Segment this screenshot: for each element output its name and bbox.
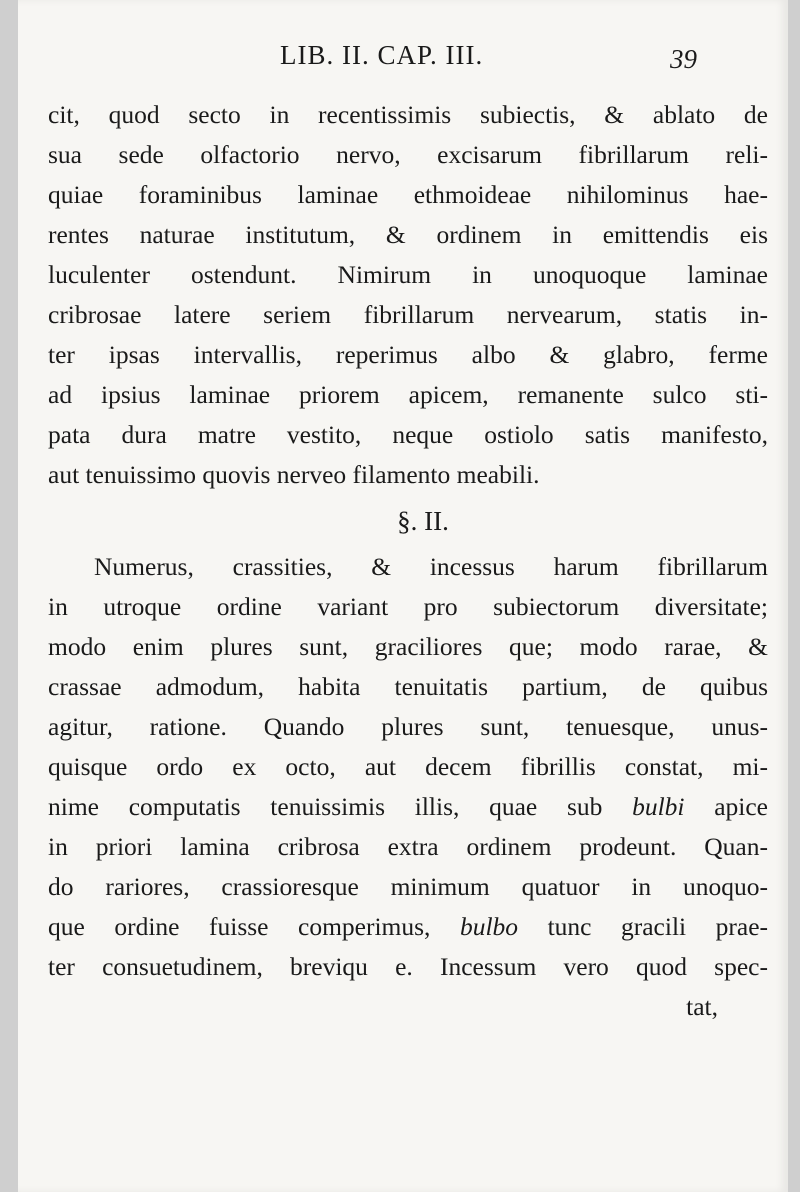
- text-line: quiae foraminibus laminae ethmoideae nihilominus hae-: [48, 180, 768, 209]
- text-line: in utroque ordine variant pro subiectorum diversitate;: [48, 592, 768, 621]
- text-line: [48, 787, 768, 827]
- book-page: [18, 0, 788, 1192]
- text-run: que ordine fuisse comperimus,: [48, 912, 460, 941]
- text-line: quisque ordo ex octo, aut decem fibrillis constat, mi-: [48, 752, 768, 781]
- italic-word: bulbo: [459, 912, 519, 941]
- text-line: cit, quod secto in recentissimis subiectis, & ablato de: [48, 100, 768, 129]
- text-run: nime computatis tenuissimis illis, quae sub: [48, 792, 633, 821]
- running-head: LIB. II. CAP. III.: [280, 40, 484, 70]
- italic-word: bulbi: [632, 792, 685, 821]
- page-header: [18, 40, 788, 80]
- text-line: luculenter ostendunt. Nimirum in unoquoque laminae: [48, 260, 768, 289]
- text-line: do rariores, crassioresque minimum quatuor in unoquo-: [48, 872, 768, 901]
- body-text: [48, 95, 768, 1027]
- text-line: modo enim plures sunt, graciliores que; modo rarae, &: [48, 632, 768, 661]
- text-line: rentes naturae institutum, & ordinem in emittendis eis: [48, 220, 768, 249]
- text-line: in priori lamina cribrosa extra ordinem prodeunt. Quan-: [48, 832, 768, 861]
- text-line: sua sede olfactorio nervo, excisarum fibrillarum reli-: [48, 140, 768, 169]
- text-line: ter ipsas intervallis, reperimus albo & glabro, ferme: [48, 340, 768, 369]
- text-line: pata dura matre vestito, neque ostiolo satis manifesto,: [48, 420, 768, 449]
- text-line: agitur, ratione. Quando plures sunt, tenuesque, unus-: [48, 712, 768, 741]
- text-line: crassae admodum, habita tenuitatis partium, de quibus: [48, 672, 768, 701]
- text-line: aut tenuissimo quovis nerveo filamento meabili.: [48, 460, 540, 489]
- text-line: Numerus, crassities, & incessus harum fibrillarum: [94, 552, 768, 581]
- text-line: ad ipsius laminae priorem apicem, remanente sulco sti-: [48, 380, 768, 409]
- text-line: cribrosae latere seriem fibrillarum nervearum, statis in-: [48, 300, 768, 329]
- text-run: apice: [684, 792, 768, 821]
- page-number: 39: [670, 44, 697, 74]
- section-heading: §. II.: [397, 506, 449, 536]
- catchword: tat,: [686, 992, 718, 1021]
- text-run: tunc gracili prae-: [518, 912, 768, 941]
- text-line: [48, 907, 768, 947]
- text-line: ter consuetudinem, breviqu e. Incessum vero quod spec-: [48, 952, 768, 981]
